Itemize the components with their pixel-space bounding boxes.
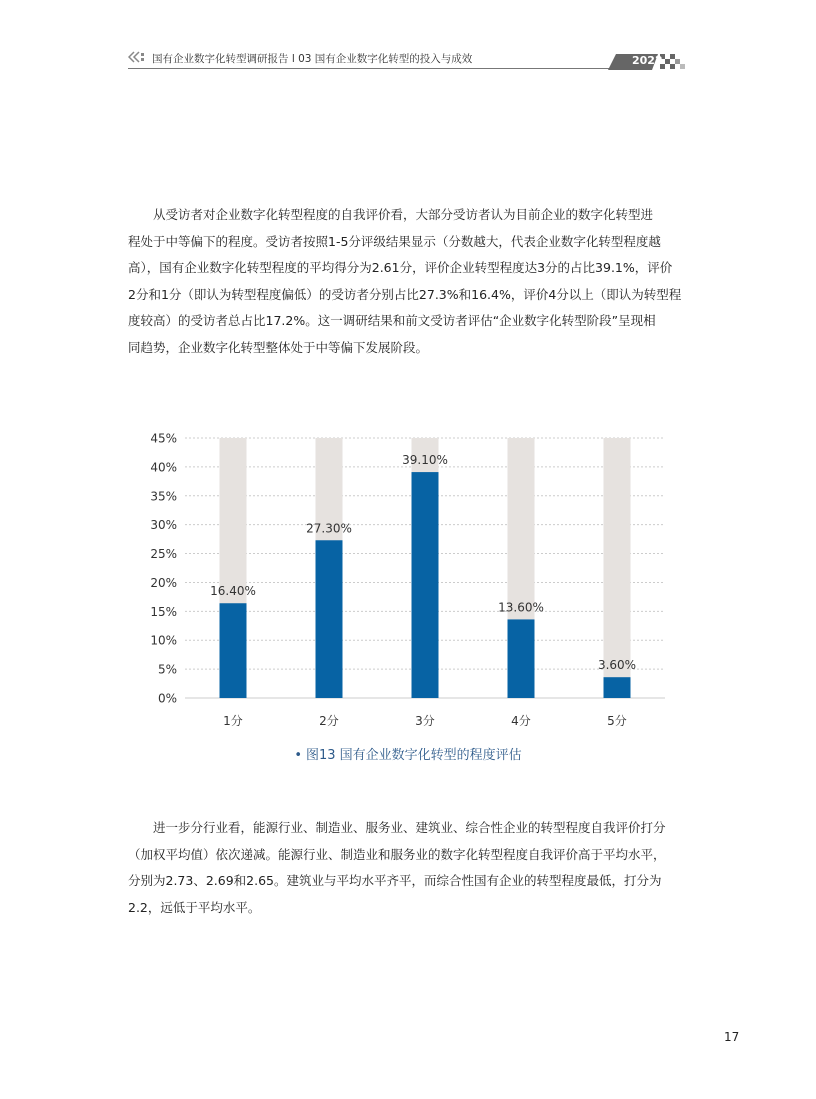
y-tick-label: 30% xyxy=(150,518,177,533)
header-title: 国有企业数字化转型调研报告 l 03 国有企业数字化转型的投入与成效 xyxy=(152,53,473,65)
x-tick-label: 5分 xyxy=(607,714,627,728)
figure-caption-text: 图13 国有企业数字化转型的程度评估 xyxy=(305,748,522,763)
y-tick-label: 5% xyxy=(157,662,177,677)
y-tick-label: 40% xyxy=(150,460,177,475)
data-label: 16.40% xyxy=(210,584,256,599)
data-bar xyxy=(604,677,631,698)
header-divider xyxy=(128,68,628,69)
figure-caption xyxy=(0,744,816,763)
x-tick-label: 4分 xyxy=(511,714,531,728)
paragraph-line: 高），国有企业数字化转型程度的平均得分为2.61分，评价企业转型程度达3分的占比39.1%，评价 xyxy=(128,260,673,275)
y-tick-label: 35% xyxy=(150,489,177,504)
caption-bullet-icon: • xyxy=(294,748,302,763)
data-label: 13.60% xyxy=(498,600,544,615)
y-tick-label: 0% xyxy=(157,691,177,706)
y-tick-label: 20% xyxy=(150,575,177,590)
paragraph-line: 程处于中等偏下的程度。受访者按照1-5分评级结果显示（分数越大，代表企业数字化转型程度越 xyxy=(128,233,661,249)
data-bar xyxy=(316,540,343,698)
paragraph-line: 2.2，远低于平均水平。 xyxy=(128,899,261,915)
page-number: 17 xyxy=(724,1030,740,1044)
data-bar xyxy=(412,472,439,698)
paragraph-line: （加权平均值）依次递减。能源行业、制造业和服务业的数字化转型程度自我评价高于平均水平， xyxy=(128,846,666,862)
body-paragraph-2 xyxy=(128,815,696,921)
paragraph-line: 进一步分行业看，能源行业、制造业、服务业、建筑业、综合性企业的转型程度自我评价打分 xyxy=(153,820,666,835)
paragraph-line: 同趋势，企业数字化转型整体处于中等偏下发展阶段。 xyxy=(128,339,429,355)
data-label: 27.30% xyxy=(306,521,352,536)
paragraph-line: 从受访者对企业数字化转型程度的自我评价看，大部分受访者认为目前企业的数字化转型进 xyxy=(153,207,654,222)
header-year: 2022 xyxy=(632,54,663,67)
x-tick-label: 3分 xyxy=(415,714,435,728)
data-bar xyxy=(220,603,247,698)
x-tick-label: 2分 xyxy=(319,714,339,728)
paragraph-line: 度较高）的受访者总占比17.2%。这一调研结果和前文受访者评估“企业数字化转型阶段”呈现相 xyxy=(128,313,656,328)
paragraph-line: 分别为2.73、2.69和2.65。建筑业与平均水平齐平，而综合性国有企业的转型程度最低，打分为 xyxy=(128,873,662,888)
body-paragraph-1 xyxy=(128,202,696,361)
bar-chart xyxy=(120,425,680,735)
y-tick-label: 45% xyxy=(150,431,177,446)
paragraph-line: 2分和1分（即认为转型程度偏低）的受访者分别占比27.3%和16.4%，评价4分以上（即认为转型程 xyxy=(128,286,682,302)
data-label: 3.60% xyxy=(597,658,637,673)
y-tick-label: 15% xyxy=(150,604,177,619)
x-tick-label: 1分 xyxy=(223,714,243,728)
y-tick-label: 10% xyxy=(150,633,177,648)
y-tick-label: 25% xyxy=(150,547,177,562)
data-bar xyxy=(508,619,535,698)
data-label: 39.10% xyxy=(402,453,448,468)
page-header xyxy=(128,48,688,70)
report-logo-icon xyxy=(128,51,146,63)
